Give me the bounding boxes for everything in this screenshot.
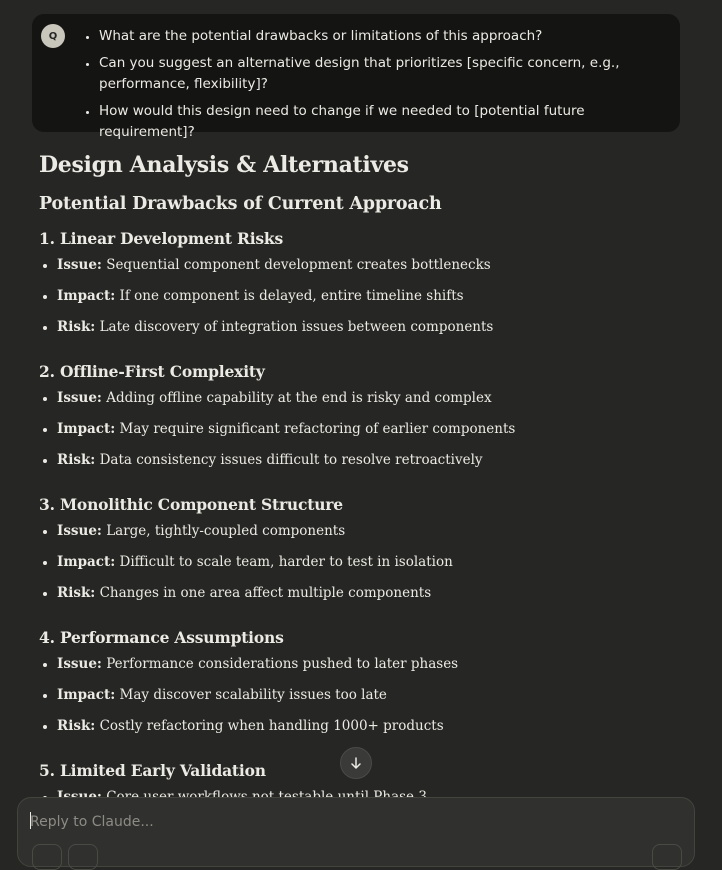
list-item [39,553,679,584]
add-attachment-button[interactable] [32,844,62,870]
section-monolithic-structure [39,494,679,615]
list-item [39,655,679,686]
section-performance-assumptions [39,627,679,748]
user-question: • Can you suggest an alternative design that prioritizes [specific concern, e.g., performance, flexibility]? [99,53,669,95]
item-text: If one component is delayed, entire timeline shifts [115,288,464,304]
item-text: Changes in one area affect multiple components [95,585,432,601]
list-item [39,584,679,615]
section-heading: 1. Linear Development Risks [39,229,283,248]
item-label: Issue: [57,523,102,539]
user-message-bubble [32,14,680,140]
item-text: Costly refactoring when handling 1000+ products [95,718,444,734]
list-item [39,287,679,318]
list-item [39,686,679,717]
tools-button[interactable] [68,844,98,870]
list-item [39,420,679,451]
user-question: • What are the potential drawbacks or limitations of this approach? [99,26,669,47]
section-heading: 5. Limited Early Validation [39,761,266,780]
section-heading: 4. Performance Assumptions [39,628,284,647]
item-label: Issue: [57,390,102,406]
item-label: Risk: [57,718,96,734]
response-subtitle: Potential Drawbacks of Current Approach [39,194,442,214]
reply-input[interactable] [30,810,630,834]
user-avatar: Q [41,24,65,48]
section-heading: 3. Monolithic Component Structure [39,495,343,514]
list-item [39,256,679,287]
assistant-response [39,150,679,819]
text-caret [30,812,31,829]
item-label: Risk: [57,452,96,468]
response-title: Design Analysis & Alternatives [39,152,409,178]
item-label: Issue: [57,656,102,672]
item-text: Large, tightly-coupled components [101,523,346,539]
list-item [39,389,679,420]
item-text: Sequential component development creates bottlenecks [101,257,491,273]
list-item [39,451,679,482]
item-text: May discover scalability issues too late [115,687,387,703]
item-label: Impact: [57,421,116,437]
item-text: Performance considerations pushed to later phases [101,656,459,672]
model-selector-button[interactable] [652,844,682,870]
item-label: Risk: [57,585,96,601]
item-text: Late discovery of integration issues between components [95,319,494,335]
item-label: Risk: [57,319,96,335]
user-question-list [82,26,669,149]
section-linear-development [39,228,679,349]
section-offline-first [39,361,679,482]
item-label: Impact: [57,288,116,304]
item-text: May require significant refactoring of earlier components [115,421,516,437]
item-label: Issue: [57,257,102,273]
arrow-down-icon [349,756,363,770]
item-text: Difficult to scale team, harder to test in isolation [115,554,453,570]
list-item [39,318,679,349]
item-label: Impact: [57,554,116,570]
item-text: Data consistency issues difficult to resolve retroactively [95,452,483,468]
list-item [39,522,679,553]
section-heading: 2. Offline-First Complexity [39,362,265,381]
reply-composer [17,797,695,867]
item-label: Impact: [57,687,116,703]
item-text: Adding offline capability at the end is risky and complex [101,390,492,406]
user-question: • How would this design need to change if we needed to [potential future requirement]? [99,101,669,143]
scroll-to-bottom-button[interactable] [340,747,372,779]
list-item [39,717,679,748]
